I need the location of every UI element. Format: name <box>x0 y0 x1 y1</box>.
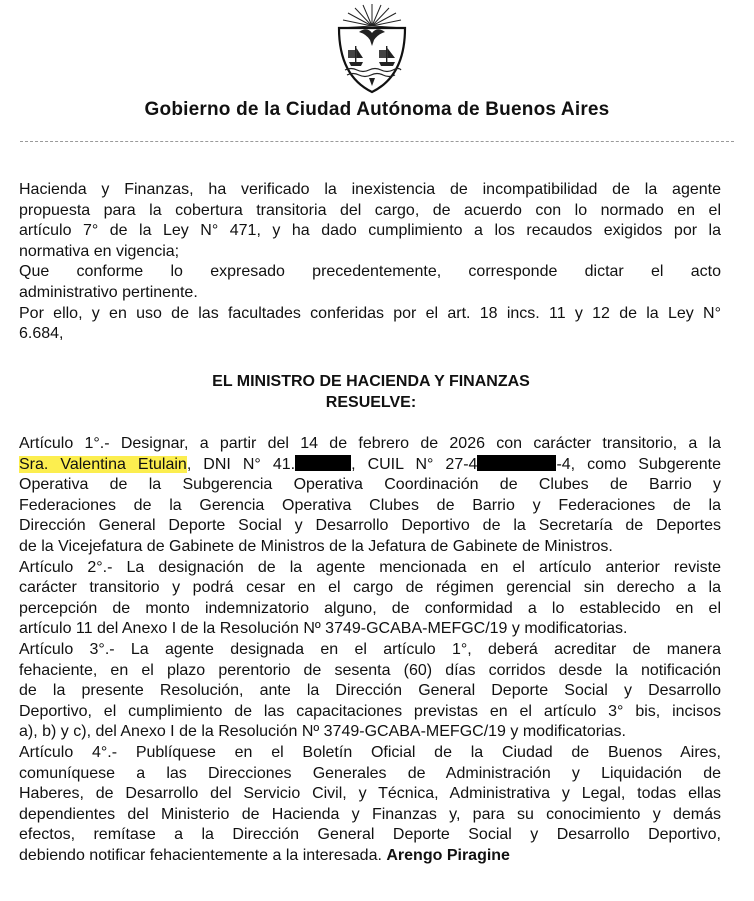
intro-text <box>19 180 721 345</box>
article-2-line: carácter transitorio y podrá cesar en el cargo de régimen gerencial sin derecho a la <box>19 579 721 597</box>
article-3-line: Deportivo, el cumplimiento de las capacitaciones previstas en el artículo 3° bis, incisos <box>19 702 721 720</box>
article-1-line-with-redactions <box>19 455 721 476</box>
intro-line: artículo 7° de la Ley N° 471, y ha dado cumplimiento a los recaudos exigidos por la <box>19 222 721 240</box>
article-4-line: dependientes del Ministerio de Hacienda y Finanzas y, para su conocimiento y demás <box>19 805 721 823</box>
intro-line: 6.684, <box>19 325 64 343</box>
article-1-line: Dirección General Deporte Social y Desarrollo Deportivo de la Secretaría de Deportes <box>19 517 721 535</box>
article-1-line: Artículo 1°.- Designar, a partir del 14 de febrero de 2026 con carácter transitorio, a la <box>19 435 721 452</box>
article-4-line: Haberes, de Desarrollo del Servicio Civil, y Técnica, Administrativa y Legal, todas ellas <box>19 785 721 803</box>
article-4-line: efectos, remítase a la Dirección General Deporte Social y Desarrollo Deportivo, <box>19 826 721 844</box>
article-1-line: Operativa de la Subgerencia Operativa Coordinación de Clubes de Barrio y <box>19 476 721 494</box>
signature: Arengo Piragine <box>386 846 510 864</box>
article-1-line: de la Vicejefatura de Gabinete de Ministros de la Jefatura de Gabinete de Ministros. <box>19 537 613 555</box>
highlighted-name: Sra. Valentina Etulain <box>19 455 187 473</box>
article-1-line: Federaciones de la Gerencia Operativa Clubes de Barrio y Federaciones de la <box>19 496 721 514</box>
intro-line: Que conforme lo expresado precedentemente, corresponde dictar el acto <box>19 263 721 281</box>
header-divider <box>20 141 734 142</box>
article-3-line: Artículo 3°.- La agente designada en el artículo 1°, deberá acreditar de manera <box>19 640 721 658</box>
article-4-line: Artículo 4°.- Publíquese en el Boletín Oficial de la Ciudad de Buenos Aires, <box>19 743 721 761</box>
resolution-heading: EL MINISTRO DE HACIENDA Y FINANZAS <box>212 373 530 390</box>
dni-label: , DNI N° 41. <box>186 455 296 473</box>
article-3-line: de la presente Resolución, ante la Dirección General Deporte Social y Desarrollo <box>19 682 721 700</box>
articles <box>19 434 721 866</box>
article-4-closing-line <box>19 846 721 867</box>
cuil-label: , CUIL N° 27-4 <box>351 455 478 473</box>
government-title: Gobierno de la Ciudad Autónoma de Buenos Aires <box>144 99 610 120</box>
intro-line: Hacienda y Finanzas, ha verificado la inexistencia de incompatibilidad de la agente <box>19 181 721 198</box>
intro-line: Por ello, y en uso de las facultades conferidas por el art. 18 incs. 11 y 12 de la Ley N° <box>19 304 721 322</box>
article-2-line: Artículo 2°.- La designación de la agente mencionada en el artículo anterior reviste <box>19 558 721 576</box>
redaction-bar <box>295 455 351 471</box>
intro-line: propuesta para la cobertura transitoria del cargo, de acuerdo con lo normado en el <box>19 201 721 219</box>
article-3-line: a), b) y c), del Anexo I de la Resolución Nº 3749-GCABA-MEFGC/19 y modificatorias. <box>19 723 626 741</box>
article-4-line: comuníquese a las Direcciones Generales de Administración y Liquidación de <box>19 764 721 782</box>
intro-line: administrativo pertinente. <box>19 283 198 301</box>
city-seal-logo <box>333 2 411 94</box>
resolution-subheading: RESUELVE: <box>325 394 417 411</box>
redaction-bar <box>477 455 556 471</box>
article-3-line: fehaciente, en el plazo perentorio de sesenta (60) días corridos desde la notificación <box>19 661 721 679</box>
article-2-line: artículo 11 del Anexo I de la Resolución Nº 3749-GCABA-MEFGC/19 y modificatorias. <box>19 620 628 638</box>
article-2-line: percepción de monto indemnizatorio alguno, de conformidad a lo establecido en el <box>19 599 721 617</box>
closing-text: debiendo notificar fehacientemente a la interesada. <box>19 846 382 864</box>
intro-line: normativa en vigencia; <box>19 242 180 260</box>
cuil-suffix: -4, como Subgerente <box>556 455 721 473</box>
